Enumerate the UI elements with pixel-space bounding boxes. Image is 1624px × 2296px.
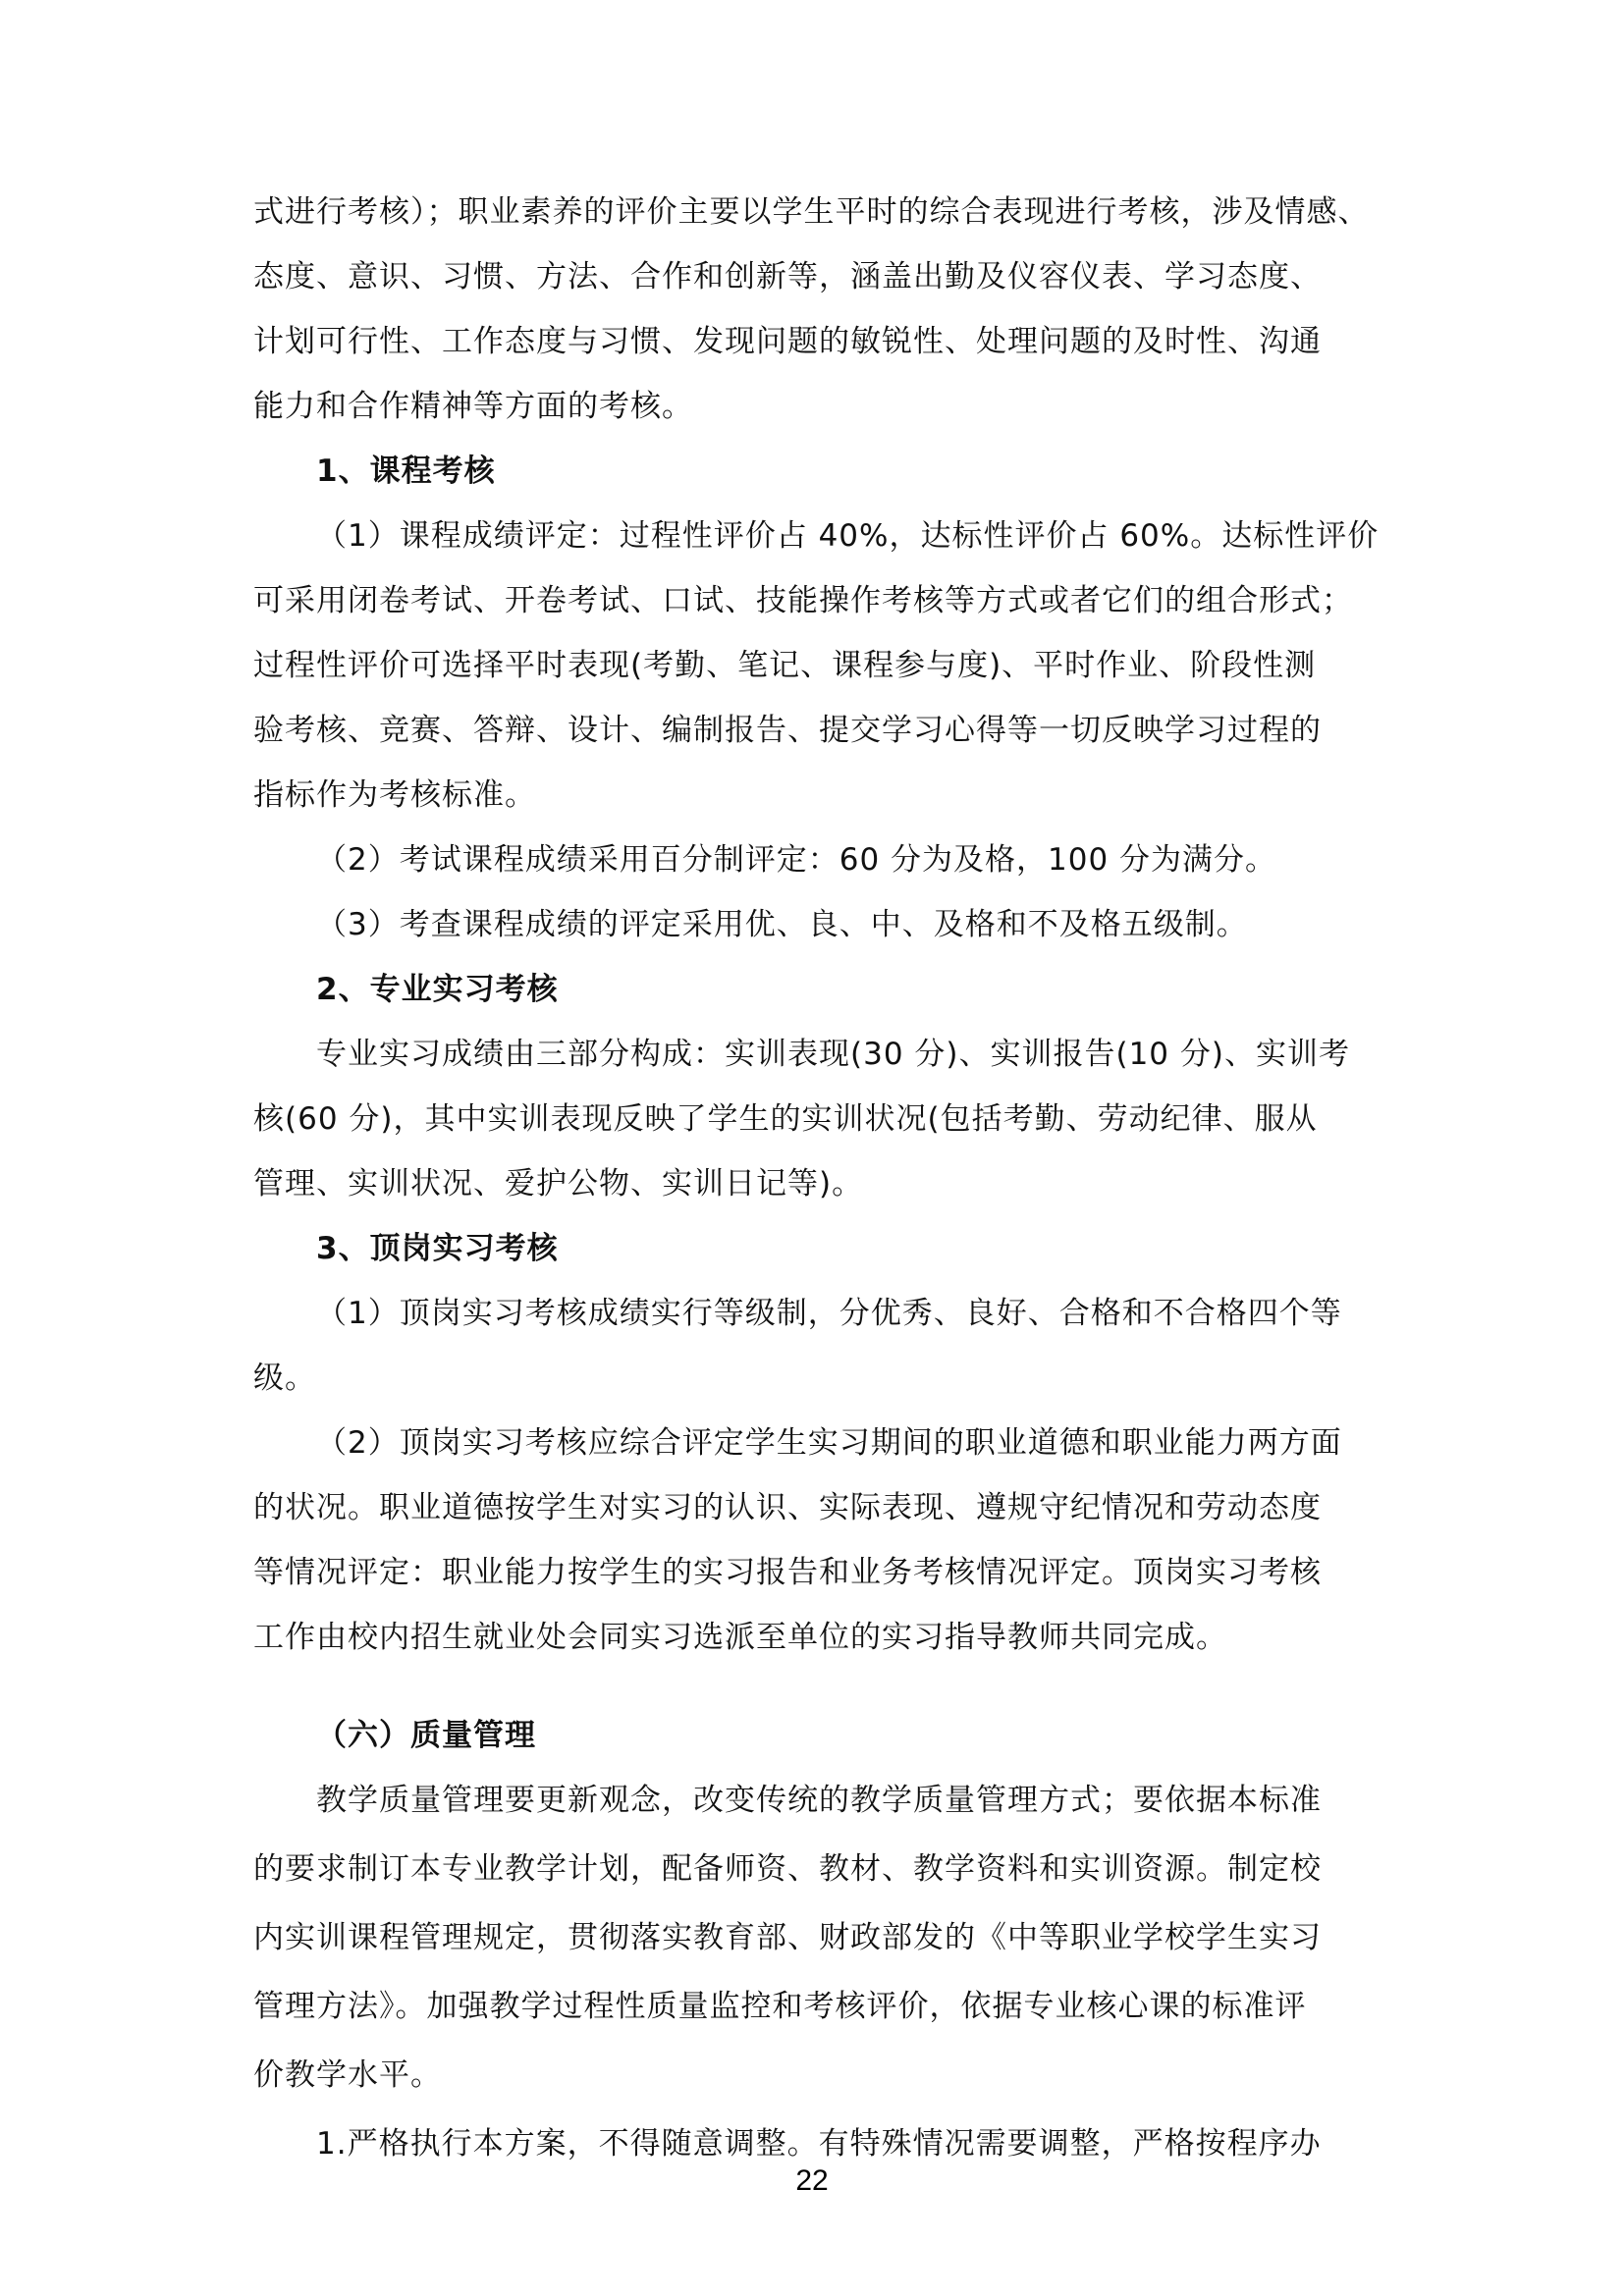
text-line: 过程性评价可选择平时表现(考勤、笔记、课程参与度)、平时作业、阶段性测 xyxy=(253,648,1317,683)
text-line: 1.严格执行本方案，不得随意调整。有特殊情况需要调整，严格按程序办 xyxy=(316,2126,1322,2162)
text-line: （1）课程成绩评定：过程性评价占 40%，达标性评价占 60%。达标性评价 xyxy=(316,518,1380,554)
text-line: 态度、意识、习惯、方法、合作和创新等，涵盖出勤及仪容仪表、学习态度、 xyxy=(253,259,1322,294)
text-line: 专业实习成绩由三部分构成：实训表现(30 分)、实训报告(10 分)、实训考 xyxy=(316,1037,1350,1072)
text-line: 的状况。职业道德按学生对实习的认识、实际表现、遵规守纪情况和劳动态度 xyxy=(253,1490,1322,1525)
text-line: 管理、实训状况、爱护公物、实训日记等)。 xyxy=(253,1166,864,1201)
text-line: 工作由校内招生就业处会同实习选派至单位的实习指导教师共同完成。 xyxy=(253,1620,1227,1655)
page-number: 22 xyxy=(795,2164,829,2197)
text-line: 管理方法》。加强教学过程性质量监控和考核评价，依据专业核心课的标准评 xyxy=(253,1989,1307,2024)
section-heading: 2、专业实习考核 xyxy=(316,972,559,1007)
text-line: 可采用闭卷考试、开卷考试、口试、技能操作考核等方式或者它们的组合形式； xyxy=(253,583,1353,618)
text-line: （3）考查课程成绩的评定采用优、良、中、及格和不及格五级制。 xyxy=(316,907,1248,942)
text-line: （2）顶岗实习考核应综合评定学生实习期间的职业道德和职业能力两方面 xyxy=(316,1425,1342,1461)
text-line: 价教学水平。 xyxy=(253,2057,442,2093)
section-heading: 1、课程考核 xyxy=(316,454,496,489)
text-line: 验考核、竞赛、答辩、设计、编制报告、提交学习心得等一切反映学习过程的 xyxy=(253,713,1322,748)
section-heading: （六）质量管理 xyxy=(316,1718,536,1753)
text-line: 内实训课程管理规定，贯彻落实教育部、财政部发的《中等职业学校学生实习 xyxy=(253,1920,1322,1955)
text-line: 教学质量管理要更新观念，改变传统的教学质量管理方式；要依据本标准 xyxy=(316,1783,1322,1818)
text-line: 计划可行性、工作态度与习惯、发现问题的敏锐性、处理问题的及时性、沟通 xyxy=(253,324,1322,359)
text-line: 式进行考核）；职业素养的评价主要以学生平时的综合表现进行考核，涉及情感、 xyxy=(253,194,1370,230)
text-line: 的要求制订本专业教学计划，配备师资、教材、教学资料和实训资源。制定校 xyxy=(253,1851,1322,1887)
text-line: 级。 xyxy=(253,1361,316,1396)
text-line: 指标作为考核标准。 xyxy=(253,777,536,813)
section-heading: 3、顶岗实习考核 xyxy=(316,1231,559,1266)
text-line: （2）考试课程成绩采用百分制评定：60 分为及格，100 分为满分。 xyxy=(316,842,1277,878)
text-line: 能力和合作精神等方面的考核。 xyxy=(253,389,693,424)
text-line: 等情况评定：职业能力按学生的实习报告和业务考核情况评定。顶岗实习考核 xyxy=(253,1555,1322,1590)
text-line: （1）顶岗实习考核成绩实行等级制，分优秀、良好、合格和不合格四个等 xyxy=(316,1296,1342,1331)
text-line: 核(60 分)，其中实训表现反映了学生的实训状况(包括考勤、劳动纪律、服从 xyxy=(253,1101,1318,1137)
